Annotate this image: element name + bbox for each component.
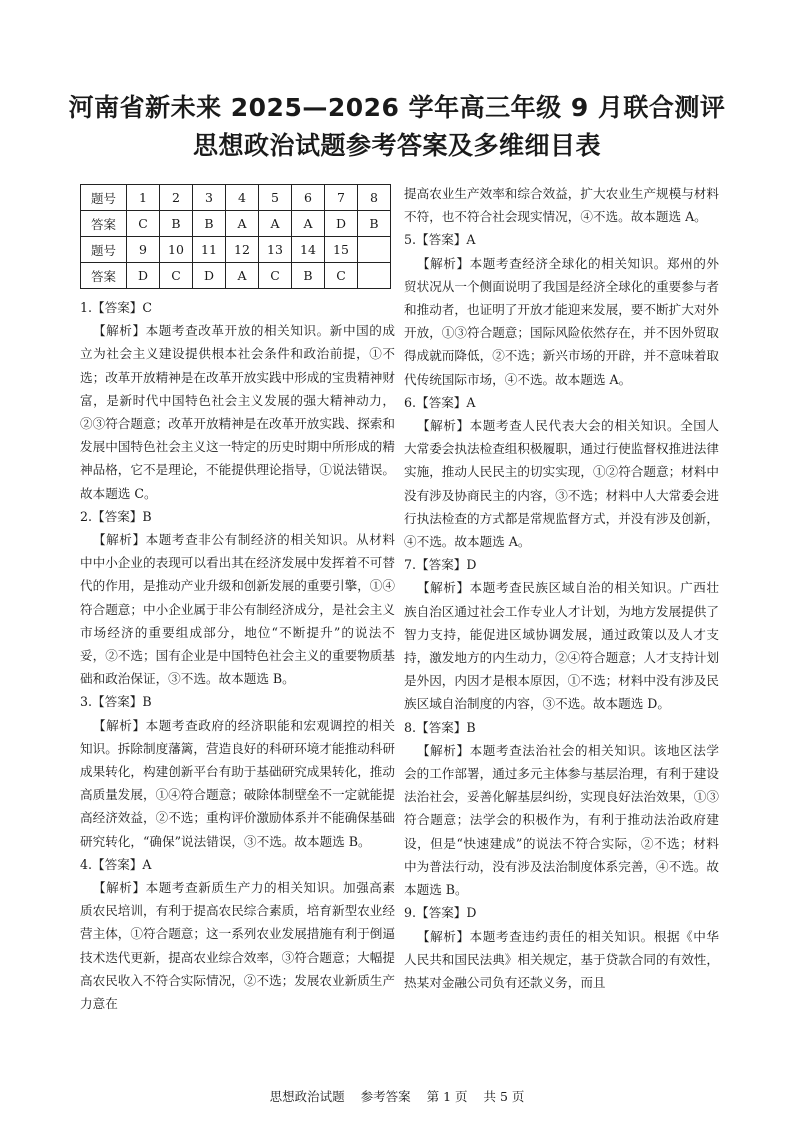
table-cell: 2 xyxy=(160,185,193,211)
table-cell: 7 xyxy=(325,185,358,211)
answer-item-2 xyxy=(80,505,395,691)
row-header: 答案 xyxy=(81,263,127,289)
answer-item-1 xyxy=(80,296,395,505)
table-cell: 10 xyxy=(160,237,193,263)
analysis-text: 【解析】本题考查新质生产力的相关知识。加强高素质农民培训，有利于提高农民综合素质，培育新型农业经营主体，①符合题意；这一系列农业发展措施有利于倒逼技术迭代更新，提高农业综合效率，③符合题意；大幅提高农民收入不符合实际情况，②不选；发展农业新质生产力意在 xyxy=(80,880,395,1012)
answer-item-7 xyxy=(404,553,719,715)
answer-heading: 7.【答案】D xyxy=(404,557,477,573)
answer-item-5 xyxy=(404,228,719,390)
table-cell: 12 xyxy=(226,237,259,263)
table-cell: B xyxy=(292,263,325,289)
table-cell: A xyxy=(259,211,292,237)
table-cell: C xyxy=(127,211,160,237)
answer-heading: 1.【答案】C xyxy=(80,300,153,315)
footer-answer: 参考答案 xyxy=(360,1089,411,1104)
answer-heading: 9.【答案】D xyxy=(404,905,477,921)
analysis-text: 【解析】本题考查非公有制经济的相关知识。从材料中中小企业的表现可以看出其在经济发展中发挥着不可替代的作用，是推动产业升级和创新发展的重要引擎，①④符合题意；中小企业属于非公有制经济成分，是社会主义市场经济的重要组成部分，地位“不断提升”的说法不妥，②不选；国有企业是中国特色社会主义的重要物质基础和政治保证，③不选。故本题选 B。 xyxy=(80,532,395,687)
table-cell: 13 xyxy=(259,237,292,263)
analysis-text: 【解析】本题考查政府的经济职能和宏观调控的相关知识。拆除制度藩篱，营造良好的科研环境才能推动科研成果转化，构建创新平台有助于基础研究成果转化，推动高质量发展，①④符合题意；破除体制壁垒不一定就能提高经济效益，②不选；重构评价激励体系并不能确保基础研究转化，“确保”说法错误，③不选。故本题选 B。 xyxy=(80,717,395,849)
right-column xyxy=(404,182,719,994)
table-cell: D xyxy=(127,263,160,289)
table-cell: B xyxy=(358,211,391,237)
table-cell: B xyxy=(160,211,193,237)
footer-subject: 思想政治试题 xyxy=(269,1089,345,1104)
table-cell: D xyxy=(325,211,358,237)
table-cell: 1 xyxy=(127,185,160,211)
analysis-text: 【解析】本题考查违约责任的相关知识。根据《中华人民共和国民法典》相关规定，基于贷款合同的有效性，热某对金融公司负有还款义务，而且 xyxy=(404,928,719,990)
analysis-text: 【解析】本题考查经济全球化的相关知识。郑州的外贸状况从一个侧面说明了我国是经济全球化的重要参与者和推动者，也证明了开放才能迎来发展，要不断扩大对外开放，①③符合题意；国际风险依然存在，并不因外贸取得成就而降低，②不选；新兴市场的开辟，并不意味着取代传统国际市场，④不选。故本题选 A。 xyxy=(404,255,719,387)
answer-heading: 4.【答案】A xyxy=(80,856,152,872)
analysis-text: 【解析】本题考查法治社会的相关知识。该地区法学会的工作部署，通过多元主体参与基层治理，有利于建设法治社会，妥善化解基层纠纷，实现良好法治效果，①③符合题意；法学会的积极作为，有利于推动法治政府建设，但是“快速建成”的说法不符合实际，②不选；材料中为普法行动，没有涉及法治制度体系完善，④不选。故本题选 B。 xyxy=(404,742,719,898)
table-cell: 5 xyxy=(259,185,292,211)
table-row xyxy=(81,185,391,211)
table-cell xyxy=(358,237,391,263)
table-row xyxy=(81,263,391,289)
table-cell xyxy=(358,263,391,289)
answer-heading: 2.【答案】B xyxy=(80,508,152,524)
answer-item-6 xyxy=(404,391,719,553)
title-line-2: 思想政治试题参考答案及多维细目表 xyxy=(192,131,601,160)
row-header: 题号 xyxy=(81,185,127,211)
table-cell: 9 xyxy=(127,237,160,263)
analysis-text: 【解析】本题考查改革开放的相关知识。新中国的成立为社会主义建设提供根本社会条件和政治前提，①不选；改革开放精神是在改革开放实践中形成的宝贵精神财富，是新时代中国特色社会主义发展的强大精神动力，②③符合题意；改革开放精神是在改革开放实践、探索和发展中国特色社会主义这一特定的历史时期中所形成的精神品格，它不是理论，不能提供理论指导，①说法错误。故本题选 C。 xyxy=(80,323,395,501)
table-cell: B xyxy=(193,211,226,237)
table-cell: 15 xyxy=(325,237,358,263)
answer-item-8 xyxy=(404,716,719,902)
table-cell: 6 xyxy=(292,185,325,211)
analysis-text: 提高农业生产效率和综合效益，扩大农业生产规模与材料不符，也不符合社会现实情况，④不选。故本题选 A。 xyxy=(404,186,719,225)
answer-item-4 xyxy=(80,853,395,1015)
answer-heading: 3.【答案】B xyxy=(80,694,152,710)
answer-heading: 5.【答案】A xyxy=(404,232,476,248)
table-cell: 14 xyxy=(292,237,325,263)
table-cell: 11 xyxy=(193,237,226,263)
table-cell: A xyxy=(292,211,325,237)
row-header: 答案 xyxy=(81,211,127,237)
answer-item-4-continued xyxy=(404,182,719,228)
table-row xyxy=(81,211,391,237)
table-cell: 8 xyxy=(358,185,391,211)
table-cell: C xyxy=(259,263,292,289)
table-cell: C xyxy=(325,263,358,289)
table-cell: C xyxy=(160,263,193,289)
answer-heading: 8.【答案】B xyxy=(404,719,476,735)
answer-item-3 xyxy=(80,690,395,852)
analysis-text: 【解析】本题考查人民代表大会的相关知识。全国人大常委会执法检查组积极履职，通过行使监督权推进法律实施，推动人民民主的切实实现，①②符合题意；材料中没有涉及协商民主的内容，③不选；材料中人大常委会进行执法检查的方式都是常规监督方式，并没有涉及创新，④不选。故本题选 A。 xyxy=(404,418,719,550)
table-cell: D xyxy=(193,263,226,289)
table-row xyxy=(81,237,391,263)
table-cell: A xyxy=(226,263,259,289)
answer-heading: 6.【答案】A xyxy=(404,394,476,410)
answer-item-9 xyxy=(404,901,719,994)
footer-page-number: 第 1 页 xyxy=(426,1089,468,1104)
analysis-text: 【解析】本题考查民族区域自治的相关知识。广西壮族自治区通过社会工作专业人才计划，为地方发展提供了智力支持，能促进区域协调发展，通过政策以及人才支持，激发地方的内生动力，②④符合题意；人才支持计划是外因，内因才是根本原因，①不选；材料中没有涉及民族区域自治制度的内容，③不选。故本题选 D。 xyxy=(404,580,719,712)
footer-total-pages: 共 5 页 xyxy=(483,1089,525,1104)
left-column xyxy=(80,296,395,1015)
title-line-1: 河南省新未来 2025—2026 学年高三年级 9 月联合测评 xyxy=(68,93,726,122)
row-header: 题号 xyxy=(81,237,127,263)
table-cell: 4 xyxy=(226,185,259,211)
table-cell: 3 xyxy=(193,185,226,211)
answer-table xyxy=(80,184,391,289)
page-footer xyxy=(0,1087,794,1105)
table-cell: A xyxy=(226,211,259,237)
